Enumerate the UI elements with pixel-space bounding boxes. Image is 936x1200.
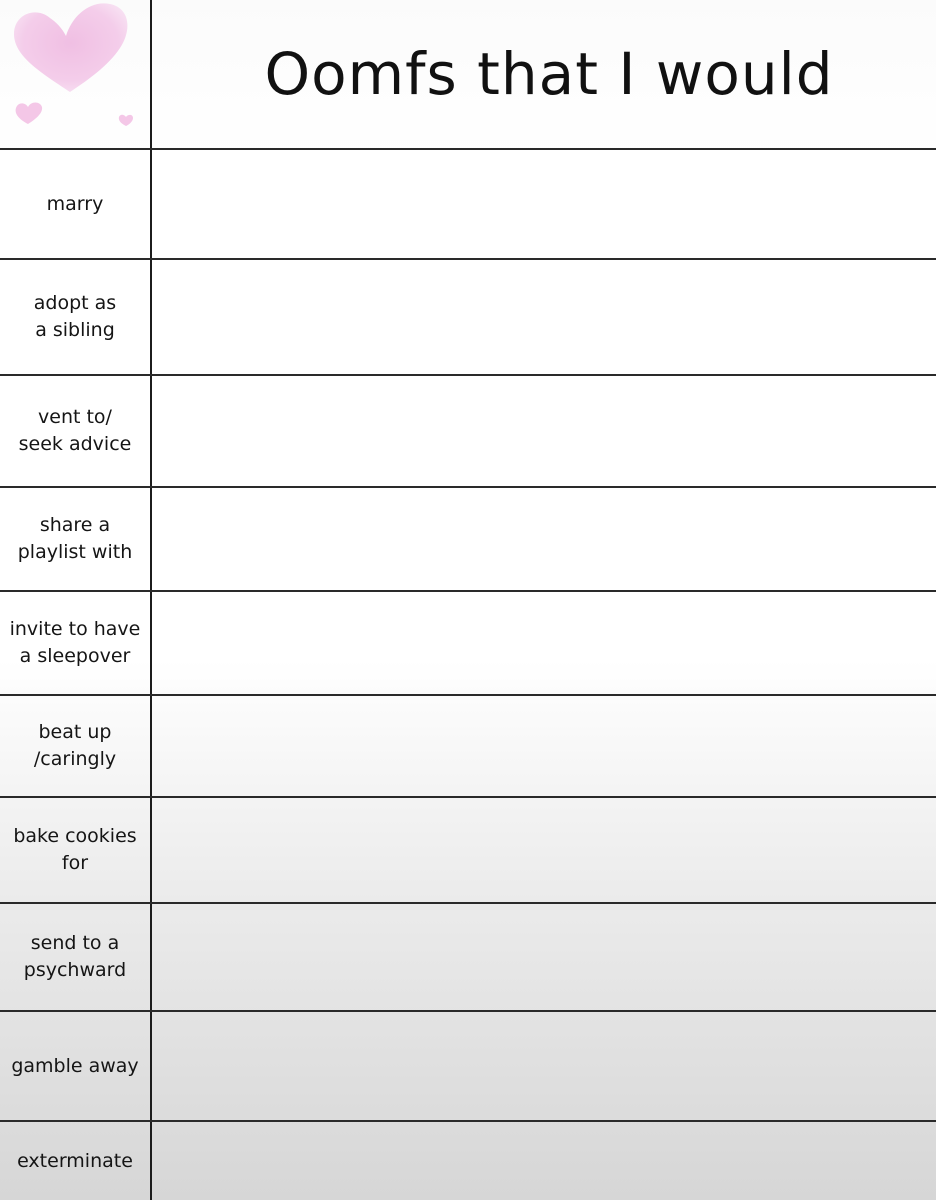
row-label: send to a psychward [23,932,127,981]
row-label: exterminate [17,1149,133,1172]
heart-icon [14,3,127,92]
row-blank-cell [152,798,936,902]
row-label: invite to have a sleepover [9,618,141,667]
row-blank-cell [152,488,936,590]
row-label: bake cookies for [13,825,137,874]
row-blank-cell [152,260,936,374]
row-blank-cell [152,150,936,258]
row-label: adopt as a sibling [33,292,117,341]
row-blank-cell [152,376,936,486]
row-label: beat up /caringly [33,721,117,770]
row-blank-cell [152,904,936,1010]
row-blank-cell [152,1012,936,1120]
row-blank-cell [152,1122,936,1200]
row-label: marry [46,192,104,215]
row-blank-cell [152,696,936,796]
heart-decoration [0,0,150,148]
heart-icon [119,115,133,126]
page-title: Oomfs that I would [264,40,834,108]
row-label: gamble away [11,1054,139,1077]
row-blank-cell [152,592,936,694]
heart-icon [16,103,42,125]
row-label: vent to/ seek advice [18,406,132,455]
row-label: share a playlist with [17,514,133,563]
